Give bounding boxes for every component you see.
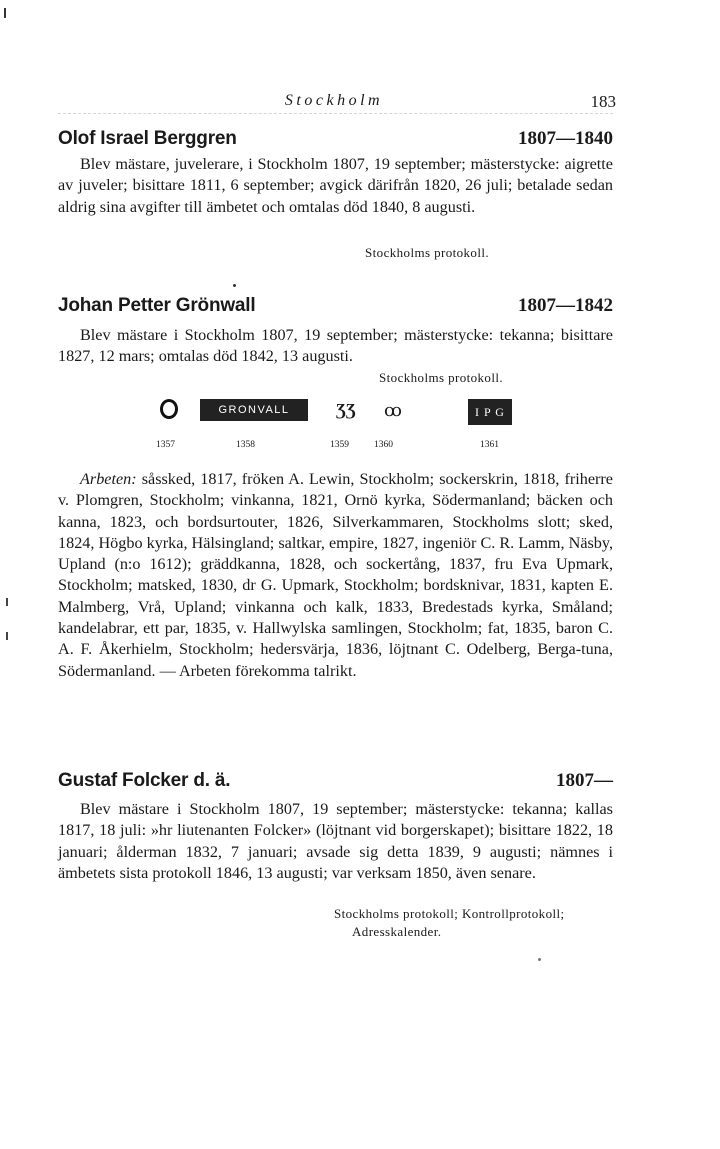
page-number: 183 (590, 92, 616, 111)
entry-heading (58, 770, 613, 796)
entry-name: Johan Petter Grönwall (58, 295, 256, 316)
hallmark-number: 1357 (156, 440, 175, 450)
stray-dot (233, 284, 236, 287)
works-text: såssked, 1817, fröken A. Lewin, Stockholm; sockerskrin, 1818, friherre v. Plomgren, Stockholm; vinkanna, 1821, Ornö kyrka, Södermanland; bäcken och kanna, 1823, och bordsurtouter, 1826, Silverkammaren, Stockholms slott; sked, 1824, Högbo kyrka, Hälsingland; saltkar, empire, 1827, ingeniör C. R. Lamm, Näsby, Upland (n:o 1612); gräddkanna, 1828, och sockertång, 1837, fru Eva Upmark, Stockholm; matsked, 1830, dr G. Upmark, Stockholm; bordsknivar, 1831, kapten E. Malmberg, Vrå, Upland; vinkanna och kalk, 1833, Bredestads kyrka, Småland; kandelabrar, ett par, 1835, v. Hallwylska samlingen, Stockholm; fat, 1835, baron C. A. F. Åkerhielm, Stockholm; hedersvärja, 1836, löjtnant C. Odelberg, Berga-tuna, Södermanland. — Arbeten förekomma talrikt. (58, 470, 613, 680)
hallmark-1361: I P G (468, 399, 512, 425)
entry-name: Gustaf Folcker d. ä. (58, 770, 231, 791)
entry-source-line: Stockholms protokoll; Kontrollprotokoll; (334, 906, 565, 921)
hallmark-1357 (160, 399, 178, 419)
hallmark-number: 1360 (374, 440, 393, 450)
margin-mark (6, 632, 8, 640)
hallmarks-row (150, 399, 520, 429)
entry-source: Stockholms protokoll. (365, 245, 489, 260)
entry-source (58, 905, 613, 941)
entry-text: Blev mästare i Stockholm 1807, 19 september; mästerstycke: tekanna; bisittare 1827, 12 mars; omtalas död 1842, 13 augusti. (58, 326, 613, 366)
hallmark-1359: ƷƷ (336, 400, 356, 419)
entry-source-line: Adresskalender. (352, 924, 442, 939)
entry-name: Olof Israel Berggren (58, 128, 237, 149)
entry-years: 1807— (556, 770, 613, 791)
works-label: Arbeten: (80, 470, 137, 488)
entry-text: Blev mästare, juvelerare, i Stockholm 1807, 19 september; mästerstycke: aigrette av juveler; bisittare 1811, 6 september; avgick därifrån 1820, 26 juli; betalade sedan aldrig sina avgifter till ämbetet och omtalas död 1840, 8 augusti. (58, 155, 613, 216)
entry-heading (58, 128, 613, 154)
hallmark-1358: GRONVALL (200, 399, 308, 421)
hallmark-1360: ꝏ (384, 400, 402, 420)
header-rule (58, 113, 613, 114)
entry-years: 1807—1842 (518, 295, 613, 316)
works-paragraph (58, 469, 613, 682)
entry-source: Stockholms protokoll. (379, 370, 503, 385)
hallmark-number: 1361 (480, 440, 499, 450)
entry-years: 1807—1840 (518, 128, 613, 149)
hallmark-number: 1358 (236, 440, 255, 450)
hallmark-number: 1359 (330, 440, 349, 450)
entry-text: Blev mästare i Stockholm 1807, 19 september; mästerstycke: tekanna; kallas 1817, 18 juli: »hr liutenanten Folcker» (löjtnant vid borgerskapet); bisittare 1822, 18 januari; ålderman 1832, 7 januari; avsade sig detta 1839, 9 augusti; nämnes i ämbetets sista protokoll 1846, 13 augusti; var verksam 1850, även senare. (58, 800, 613, 882)
running-title: Stockholm (284, 92, 384, 109)
hallmark-numbers (150, 440, 520, 454)
corner-mark (4, 8, 6, 18)
margin-mark (6, 598, 8, 606)
entry-heading (58, 295, 613, 321)
stray-dot (538, 958, 541, 961)
